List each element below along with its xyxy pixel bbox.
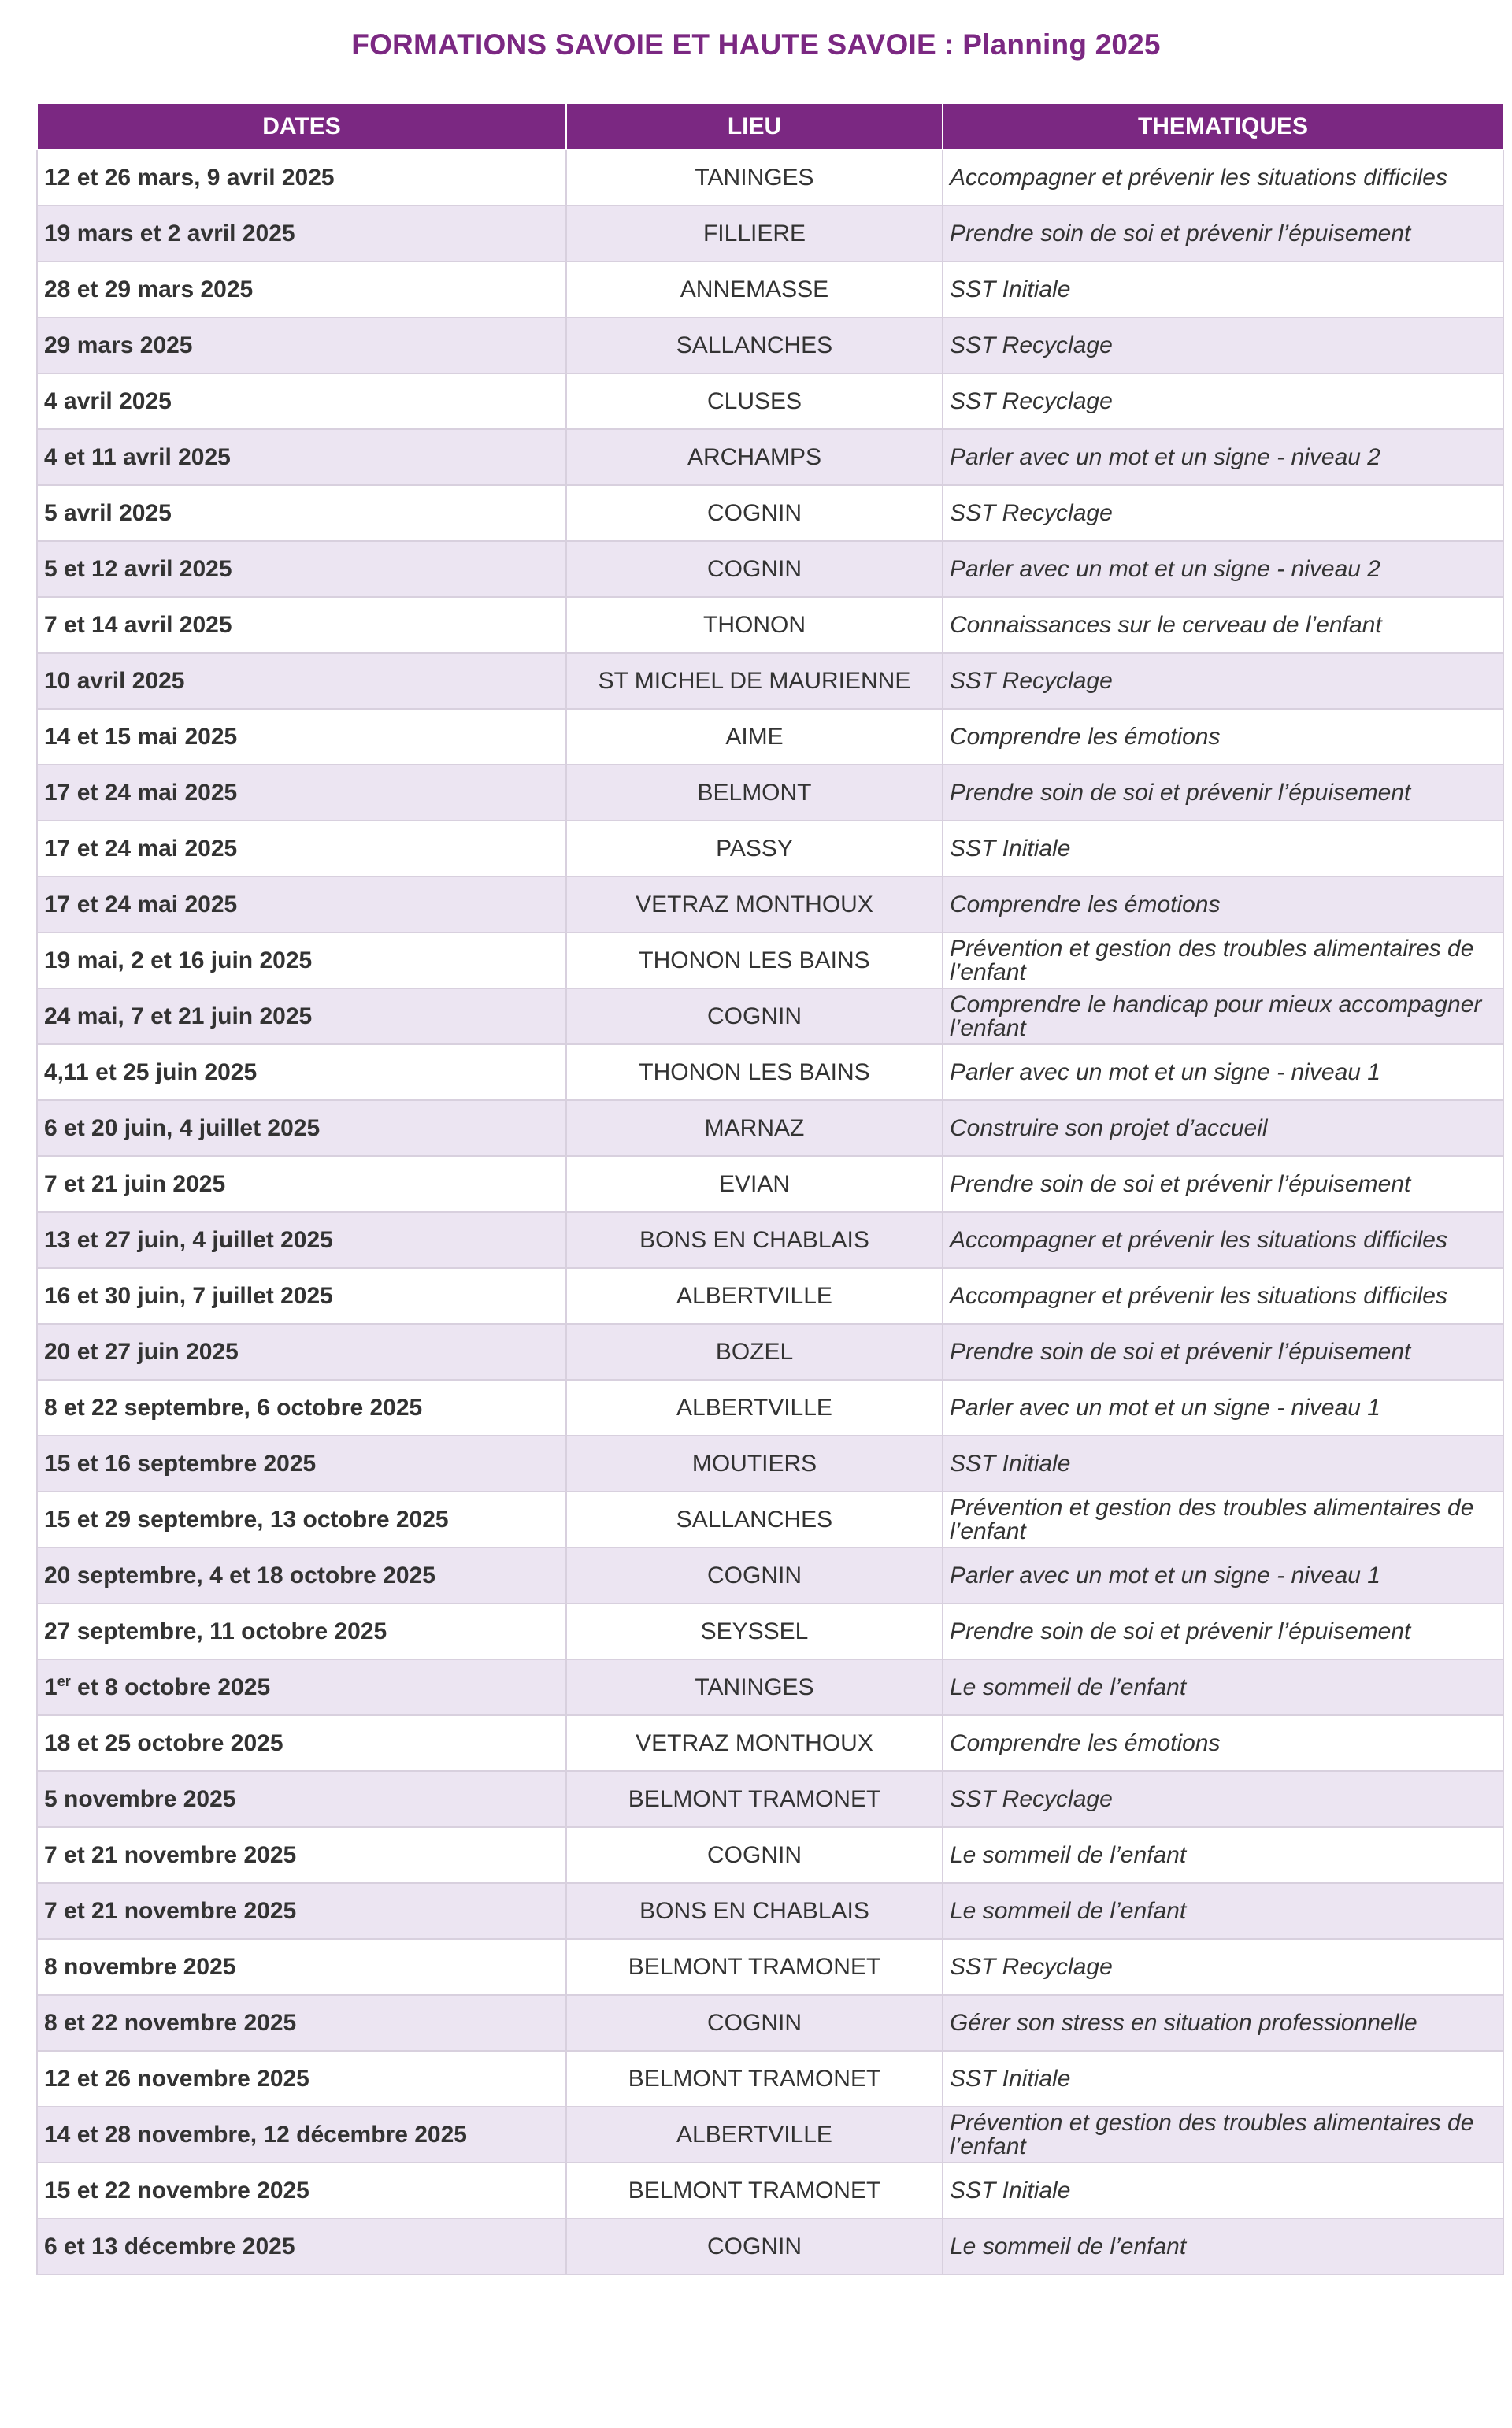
table-row: [37, 1044, 1503, 1100]
table-row: [37, 373, 1503, 429]
table-row: [37, 541, 1503, 597]
dates-ordinal: er: [57, 1673, 71, 1689]
cell-lieu: VETRAZ MONTHOUX: [566, 1715, 943, 1771]
table-row: [37, 1883, 1503, 1939]
cell-lieu: BELMONT TRAMONET: [566, 1939, 943, 1995]
cell-lieu: ANNEMASSE: [566, 261, 943, 317]
cell-dates: 13 et 27 juin, 4 juillet 2025: [37, 1212, 566, 1268]
cell-thematique: SST Recyclage: [943, 1939, 1503, 1995]
table-row: [37, 1492, 1503, 1548]
cell-dates: 7 et 21 novembre 2025: [37, 1827, 566, 1883]
cell-lieu: THONON LES BAINS: [566, 1044, 943, 1100]
cell-dates: 24 mai, 7 et 21 juin 2025: [37, 988, 566, 1044]
page-title: FORMATIONS SAVOIE ET HAUTE SAVOIE : Planning 2025: [351, 28, 1161, 61]
cell-lieu: COGNIN: [566, 988, 943, 1044]
cell-lieu: VETRAZ MONTHOUX: [566, 877, 943, 932]
cell-dates: 8 novembre 2025: [37, 1939, 566, 1995]
cell-dates: 4 et 11 avril 2025: [37, 429, 566, 485]
cell-lieu: COGNIN: [566, 1827, 943, 1883]
cell-dates: 8 et 22 septembre, 6 octobre 2025: [37, 1380, 566, 1436]
table-row: [37, 988, 1503, 1044]
cell-dates: 29 mars 2025: [37, 317, 566, 373]
cell-dates: [37, 1659, 566, 1715]
cell-dates: 19 mai, 2 et 16 juin 2025: [37, 932, 566, 988]
cell-dates: 10 avril 2025: [37, 653, 566, 709]
table-row: [37, 429, 1503, 485]
cell-dates: 20 et 27 juin 2025: [37, 1324, 566, 1380]
cell-dates: 8 et 22 novembre 2025: [37, 1995, 566, 2051]
header-lieu: LIEU: [566, 103, 943, 150]
table-row: [37, 932, 1503, 988]
cell-thematique: SST Initiale: [943, 821, 1503, 877]
cell-lieu: THONON: [566, 597, 943, 653]
cell-lieu: COGNIN: [566, 541, 943, 597]
table-row: [37, 2107, 1503, 2163]
table-row: [37, 1603, 1503, 1659]
cell-dates: 5 et 12 avril 2025: [37, 541, 566, 597]
cell-lieu: COGNIN: [566, 485, 943, 541]
table-row: [37, 317, 1503, 373]
cell-thematique: Prévention et gestion des troubles alimentaires de l’enfant: [943, 2107, 1503, 2163]
cell-dates: 5 avril 2025: [37, 485, 566, 541]
cell-thematique: Prévention et gestion des troubles alimentaires de l’enfant: [943, 1492, 1503, 1548]
table-row: [37, 261, 1503, 317]
table-row: [37, 1212, 1503, 1268]
cell-dates: 17 et 24 mai 2025: [37, 877, 566, 932]
table-row: [37, 1156, 1503, 1212]
cell-dates: 27 septembre, 11 octobre 2025: [37, 1603, 566, 1659]
table-row: [37, 1324, 1503, 1380]
table-row: [37, 1771, 1503, 1827]
table-row: [37, 485, 1503, 541]
cell-dates: 12 et 26 novembre 2025: [37, 2051, 566, 2107]
cell-thematique: Parler avec un mot et un signe - niveau 1: [943, 1548, 1503, 1603]
cell-lieu: MARNAZ: [566, 1100, 943, 1156]
cell-dates: 14 et 28 novembre, 12 décembre 2025: [37, 2107, 566, 2163]
table-row: [37, 1436, 1503, 1492]
cell-lieu: ARCHAMPS: [566, 429, 943, 485]
cell-lieu: SEYSSEL: [566, 1603, 943, 1659]
table-row: [37, 2219, 1503, 2274]
cell-lieu: BONS EN CHABLAIS: [566, 1212, 943, 1268]
cell-dates: 4 avril 2025: [37, 373, 566, 429]
cell-thematique: Le sommeil de l’enfant: [943, 1883, 1503, 1939]
table-row: [37, 877, 1503, 932]
cell-thematique: Comprendre les émotions: [943, 1715, 1503, 1771]
table-row: [37, 1268, 1503, 1324]
table-row: [37, 2163, 1503, 2219]
cell-lieu: MOUTIERS: [566, 1436, 943, 1492]
cell-lieu: COGNIN: [566, 1995, 943, 2051]
cell-dates: 14 et 15 mai 2025: [37, 709, 566, 765]
cell-lieu: THONON LES BAINS: [566, 932, 943, 988]
cell-dates: 12 et 26 mars, 9 avril 2025: [37, 150, 566, 206]
cell-thematique: Comprendre le handicap pour mieux accompagner l’enfant: [943, 988, 1503, 1044]
cell-dates: 15 et 29 septembre, 13 octobre 2025: [37, 1492, 566, 1548]
cell-lieu: TANINGES: [566, 150, 943, 206]
cell-lieu: ALBERTVILLE: [566, 1380, 943, 1436]
cell-dates: 15 et 22 novembre 2025: [37, 2163, 566, 2219]
cell-lieu: ALBERTVILLE: [566, 1268, 943, 1324]
cell-dates: 7 et 14 avril 2025: [37, 597, 566, 653]
cell-lieu: BELMONT TRAMONET: [566, 2051, 943, 2107]
cell-lieu: SALLANCHES: [566, 317, 943, 373]
cell-dates: 15 et 16 septembre 2025: [37, 1436, 566, 1492]
table-row: [37, 1715, 1503, 1771]
cell-dates: 4,11 et 25 juin 2025: [37, 1044, 566, 1100]
cell-thematique: Parler avec un mot et un signe - niveau 2: [943, 541, 1503, 597]
table-row: [37, 1939, 1503, 1995]
cell-thematique: SST Recyclage: [943, 317, 1503, 373]
cell-lieu: BELMONT TRAMONET: [566, 2163, 943, 2219]
cell-thematique: Accompagner et prévenir les situations difficiles: [943, 1212, 1503, 1268]
cell-lieu: COGNIN: [566, 2219, 943, 2274]
cell-thematique: Prendre soin de soi et prévenir l’épuisement: [943, 206, 1503, 261]
cell-thematique: SST Initiale: [943, 2051, 1503, 2107]
cell-dates: 16 et 30 juin, 7 juillet 2025: [37, 1268, 566, 1324]
table-row: [37, 1100, 1503, 1156]
cell-thematique: Parler avec un mot et un signe - niveau 1: [943, 1044, 1503, 1100]
header-thematiques: THEMATIQUES: [943, 103, 1503, 150]
cell-thematique: Le sommeil de l’enfant: [943, 1659, 1503, 1715]
table-row: [37, 1548, 1503, 1603]
table-row: [37, 1827, 1503, 1883]
cell-thematique: Prévention et gestion des troubles alimentaires de l’enfant: [943, 932, 1503, 988]
cell-lieu: BONS EN CHABLAIS: [566, 1883, 943, 1939]
cell-lieu: PASSY: [566, 821, 943, 877]
cell-thematique: SST Initiale: [943, 261, 1503, 317]
cell-dates: 18 et 25 octobre 2025: [37, 1715, 566, 1771]
dates-text: 1: [44, 1674, 57, 1700]
table-row: [37, 1659, 1503, 1715]
cell-thematique: SST Initiale: [943, 1436, 1503, 1492]
cell-dates: 28 et 29 mars 2025: [37, 261, 566, 317]
cell-thematique: SST Initiale: [943, 2163, 1503, 2219]
cell-dates: 6 et 13 décembre 2025: [37, 2219, 566, 2274]
cell-thematique: Prendre soin de soi et prévenir l’épuisement: [943, 1603, 1503, 1659]
table-row: [37, 150, 1503, 206]
cell-lieu: BELMONT: [566, 765, 943, 821]
cell-thematique: Comprendre les émotions: [943, 877, 1503, 932]
cell-thematique: Parler avec un mot et un signe - niveau 1: [943, 1380, 1503, 1436]
cell-lieu: BELMONT TRAMONET: [566, 1771, 943, 1827]
table-row: [37, 653, 1503, 709]
table-row: [37, 2051, 1503, 2107]
cell-thematique: Construire son projet d’accueil: [943, 1100, 1503, 1156]
cell-lieu: AIME: [566, 709, 943, 765]
cell-lieu: ALBERTVILLE: [566, 2107, 943, 2163]
table-row: [37, 821, 1503, 877]
cell-lieu: EVIAN: [566, 1156, 943, 1212]
cell-thematique: Prendre soin de soi et prévenir l’épuisement: [943, 1324, 1503, 1380]
table-row: [37, 206, 1503, 261]
cell-dates: 17 et 24 mai 2025: [37, 765, 566, 821]
cell-lieu: COGNIN: [566, 1548, 943, 1603]
cell-lieu: CLUSES: [566, 373, 943, 429]
cell-thematique: SST Recyclage: [943, 653, 1503, 709]
table-row: [37, 1995, 1503, 2051]
planning-table: [36, 102, 1504, 2275]
cell-dates: 17 et 24 mai 2025: [37, 821, 566, 877]
cell-thematique: Connaissances sur le cerveau de l’enfant: [943, 597, 1503, 653]
cell-dates: 6 et 20 juin, 4 juillet 2025: [37, 1100, 566, 1156]
cell-dates: 7 et 21 juin 2025: [37, 1156, 566, 1212]
table-row: [37, 709, 1503, 765]
table-row: [37, 1380, 1503, 1436]
cell-thematique: Prendre soin de soi et prévenir l’épuisement: [943, 1156, 1503, 1212]
cell-thematique: Le sommeil de l’enfant: [943, 1827, 1503, 1883]
cell-thematique: SST Recyclage: [943, 1771, 1503, 1827]
cell-thematique: Parler avec un mot et un signe - niveau 2: [943, 429, 1503, 485]
cell-lieu: FILLIERE: [566, 206, 943, 261]
cell-lieu: SALLANCHES: [566, 1492, 943, 1548]
cell-thematique: Accompagner et prévenir les situations difficiles: [943, 150, 1503, 206]
table-row: [37, 765, 1503, 821]
header-dates: DATES: [37, 103, 566, 150]
cell-thematique: Le sommeil de l’enfant: [943, 2219, 1503, 2274]
cell-thematique: SST Recyclage: [943, 373, 1503, 429]
cell-dates: 5 novembre 2025: [37, 1771, 566, 1827]
table-row: [37, 597, 1503, 653]
cell-dates: 7 et 21 novembre 2025: [37, 1883, 566, 1939]
cell-thematique: Comprendre les émotions: [943, 709, 1503, 765]
cell-dates: 20 septembre, 4 et 18 octobre 2025: [37, 1548, 566, 1603]
cell-thematique: Gérer son stress en situation professionnelle: [943, 1995, 1503, 2051]
cell-dates: 19 mars et 2 avril 2025: [37, 206, 566, 261]
cell-thematique: SST Recyclage: [943, 485, 1503, 541]
dates-text-rest: et 8 octobre 2025: [70, 1674, 271, 1700]
cell-thematique: Accompagner et prévenir les situations difficiles: [943, 1268, 1503, 1324]
table-header-row: [37, 103, 1503, 150]
cell-lieu: ST MICHEL DE MAURIENNE: [566, 653, 943, 709]
cell-thematique: Prendre soin de soi et prévenir l’épuisement: [943, 765, 1503, 821]
cell-lieu: BOZEL: [566, 1324, 943, 1380]
cell-lieu: TANINGES: [566, 1659, 943, 1715]
